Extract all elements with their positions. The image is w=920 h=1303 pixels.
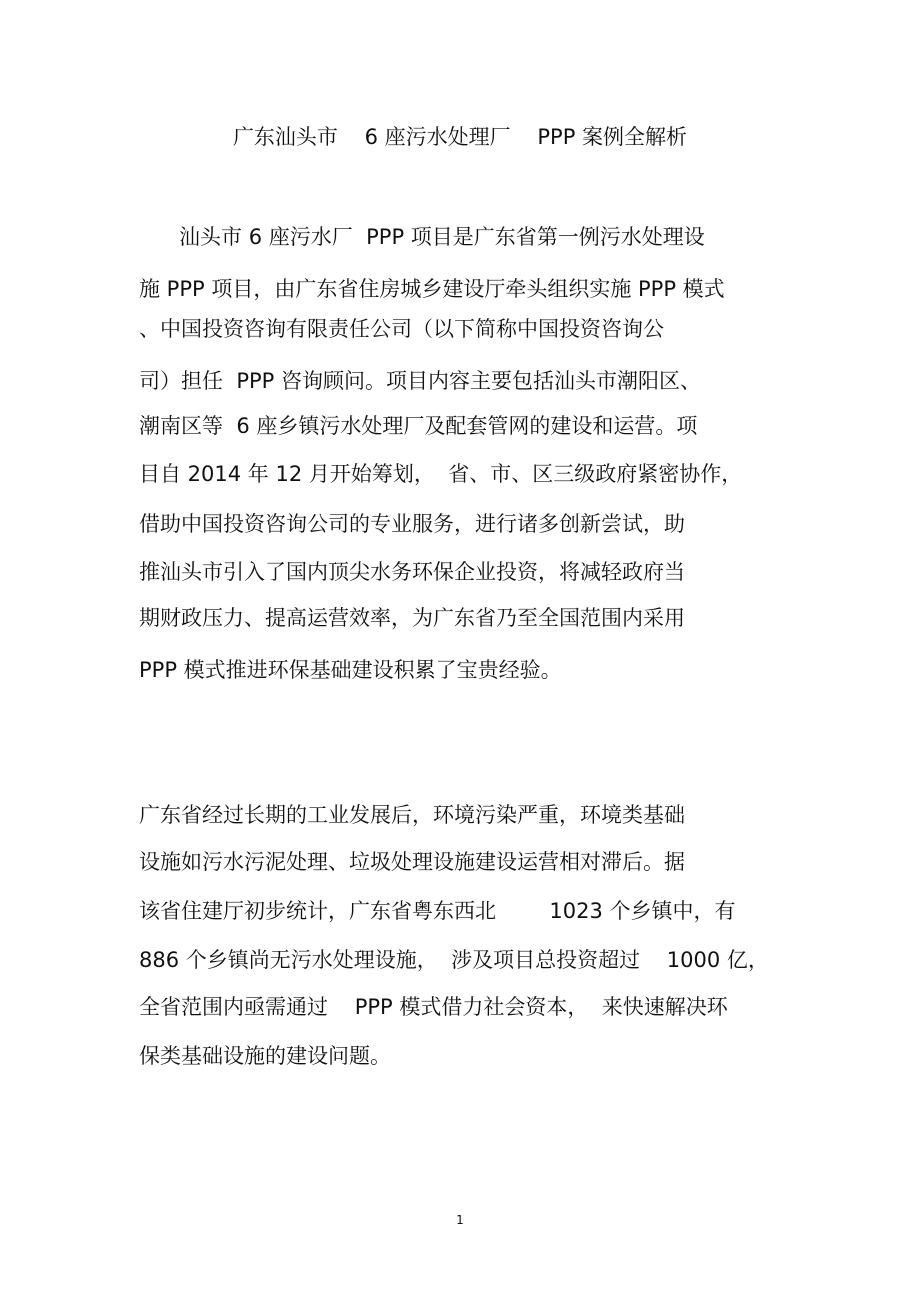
- paragraph-1-line-2: 施 PPP 项目，由广东省住房城乡建设厅牵头组织实施 PPP 模式: [139, 277, 725, 301]
- paragraph-1-line-7: 借助中国投资咨询公司的专业服务，进行诸多创新尝试，助: [139, 512, 685, 536]
- paragraph-1-line-1: 汕头市 6 座污水厂 PPP 项目是广东省第一例污水处理设: [139, 225, 705, 249]
- paragraph-1-line-9: 期财政压力、提高运营效率，为广东省乃至全国范围内采用: [139, 606, 685, 630]
- paragraph-2-line-6: 保类基础设施的建设问题。: [139, 1044, 391, 1068]
- paragraph-1-line-3: 、中国投资咨询有限责任公司（以下简称中国投资咨询公: [139, 317, 664, 341]
- paragraph-2-line-3: 该省住建厅初步统计，广东省粤东西北 1023 个乡镇中，有: [139, 899, 736, 923]
- paragraph-2-line-4: 886 个乡镇尚无污水处理设施， 涉及项目总投资超过 1000 亿，: [139, 948, 769, 972]
- paragraph-1-line-4: 司）担任 PPP 咨询顾问。项目内容主要包括汕头市潮阳区、: [139, 369, 702, 393]
- paragraph-2-line-1: 广东省经过长期的工业发展后，环境污染严重，环境类基础: [139, 803, 685, 827]
- paragraph-1-line-5: 潮南区等 6 座乡镇污水处理厂及配套管网的建设和运营。项: [139, 414, 698, 438]
- page-number: 1: [456, 1213, 464, 1227]
- paragraph-1-line-8: 推汕头市引入了国内顶尖水务环保企业投资，将减轻政府当: [139, 560, 685, 584]
- document-title: 广东汕头市 6 座污水处理厂 PPP 案例全解析: [232, 125, 688, 149]
- paragraph-1-line-6: 目自 2014 年 12 月开始筹划， 省、市、区三级政府紧密协作，: [139, 462, 743, 486]
- paragraph-1-line-10: PPP 模式推进环保基础建设积累了宝贵经验。: [139, 658, 562, 682]
- paragraph-2-line-2: 设施如污水污泥处理、垃圾处理设施建设运营相对滞后。据: [139, 850, 685, 874]
- paragraph-2-line-5: 全省范围内亟需通过 PPP 模式借力社会资本， 来快速解决环: [139, 995, 728, 1019]
